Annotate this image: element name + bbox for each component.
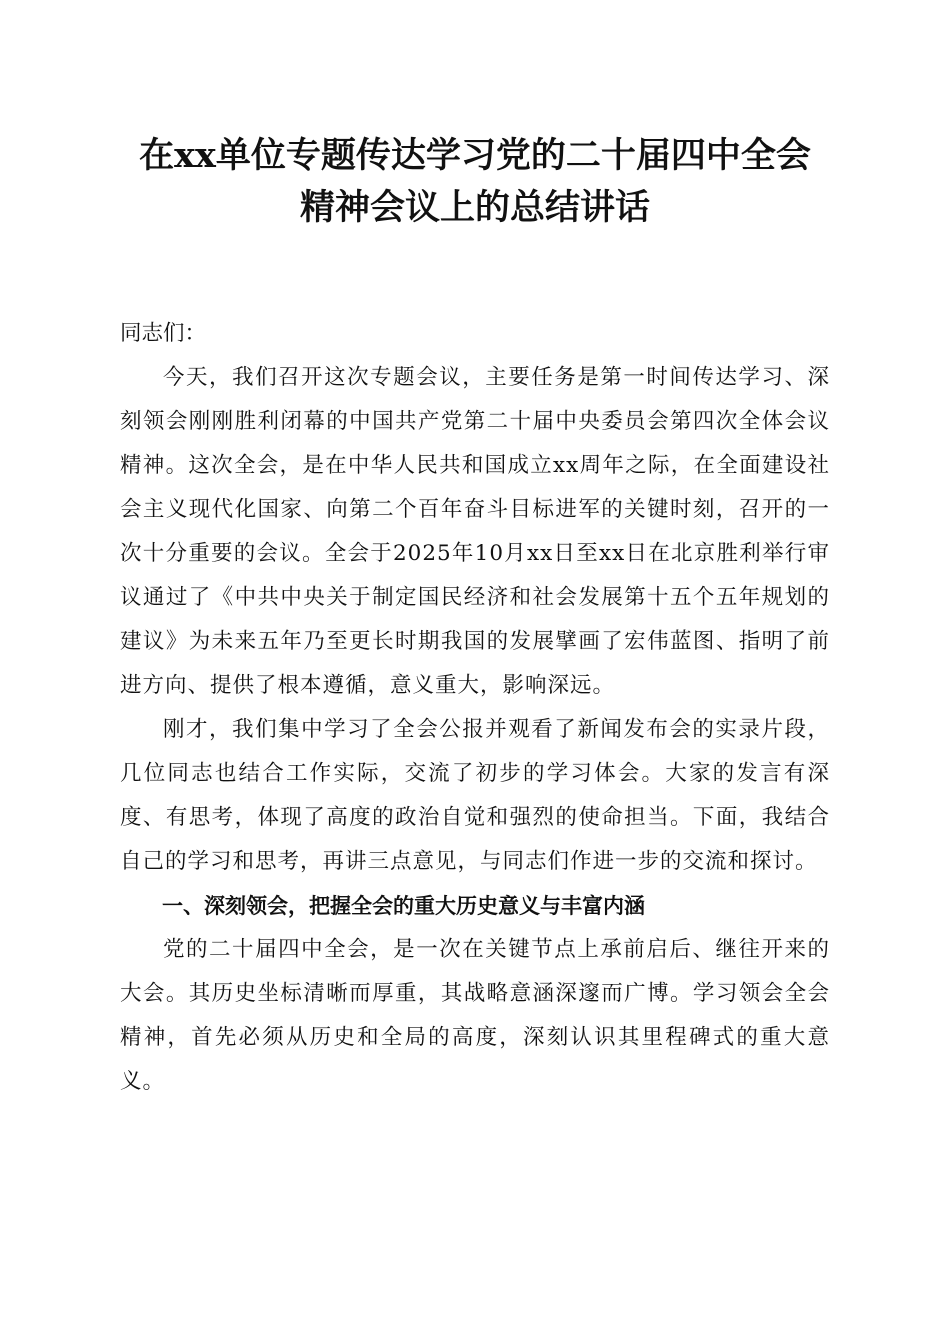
- title-line-1: 在xx单位专题传达学习党的二十届四中全会: [139, 135, 811, 176]
- document-page: [120, 130, 830, 1104]
- section-heading-1: 一、深刻领会，把握全会的重大历史意义与丰富内涵: [162, 894, 645, 918]
- salutation: 同志们：: [120, 321, 207, 346]
- paragraph-summary: 刚才，我们集中学习了全会公报并观看了新闻发布会的实录片段，几位同志也结合工作实际，交流了初步的学习体会。大家的发言有深度、有思考，体现了高度的政治自觉和强烈的使命担当。下面，我结合自己的学习和思考，再讲三点意见，与同志们作进一步的交流和探讨。: [120, 717, 830, 874]
- document-title: [120, 130, 830, 234]
- title-line-2: 精神会议上的总结讲话: [299, 187, 650, 228]
- paragraph-opening: 今天，我们召开这次专题会议，主要任务是第一时间传达学习、深刻领会刚刚胜利闭幕的中国共产党第二十届中央委员会第四次全体会议精神。这次全会，是在中华人民共和国成立xx周年之际，在全面建设社会主义现代化国家、向第二个百年奋斗目标进军的关键时刻，召开的一次十分重要的会议。全会于2025年10月xx日至xx日在北京胜利举行审议通过了《中共中央关于制定国民经济和社会发展第十五个五年规划的建议》为未来五年乃至更长时期我国的发展擘画了宏伟蓝图、指明了前进方向、提供了根本遵循，意义重大，影响深远。: [120, 365, 830, 698]
- section-paragraph-1: 党的二十届四中全会，是一次在关键节点上承前启后、继往开来的大会。其历史坐标清晰而厚重，其战略意涵深邃而广博。学习领会全会精神，首先必须从历史和全局的高度，深刻认识其里程碑式的重大意义。: [120, 937, 830, 1094]
